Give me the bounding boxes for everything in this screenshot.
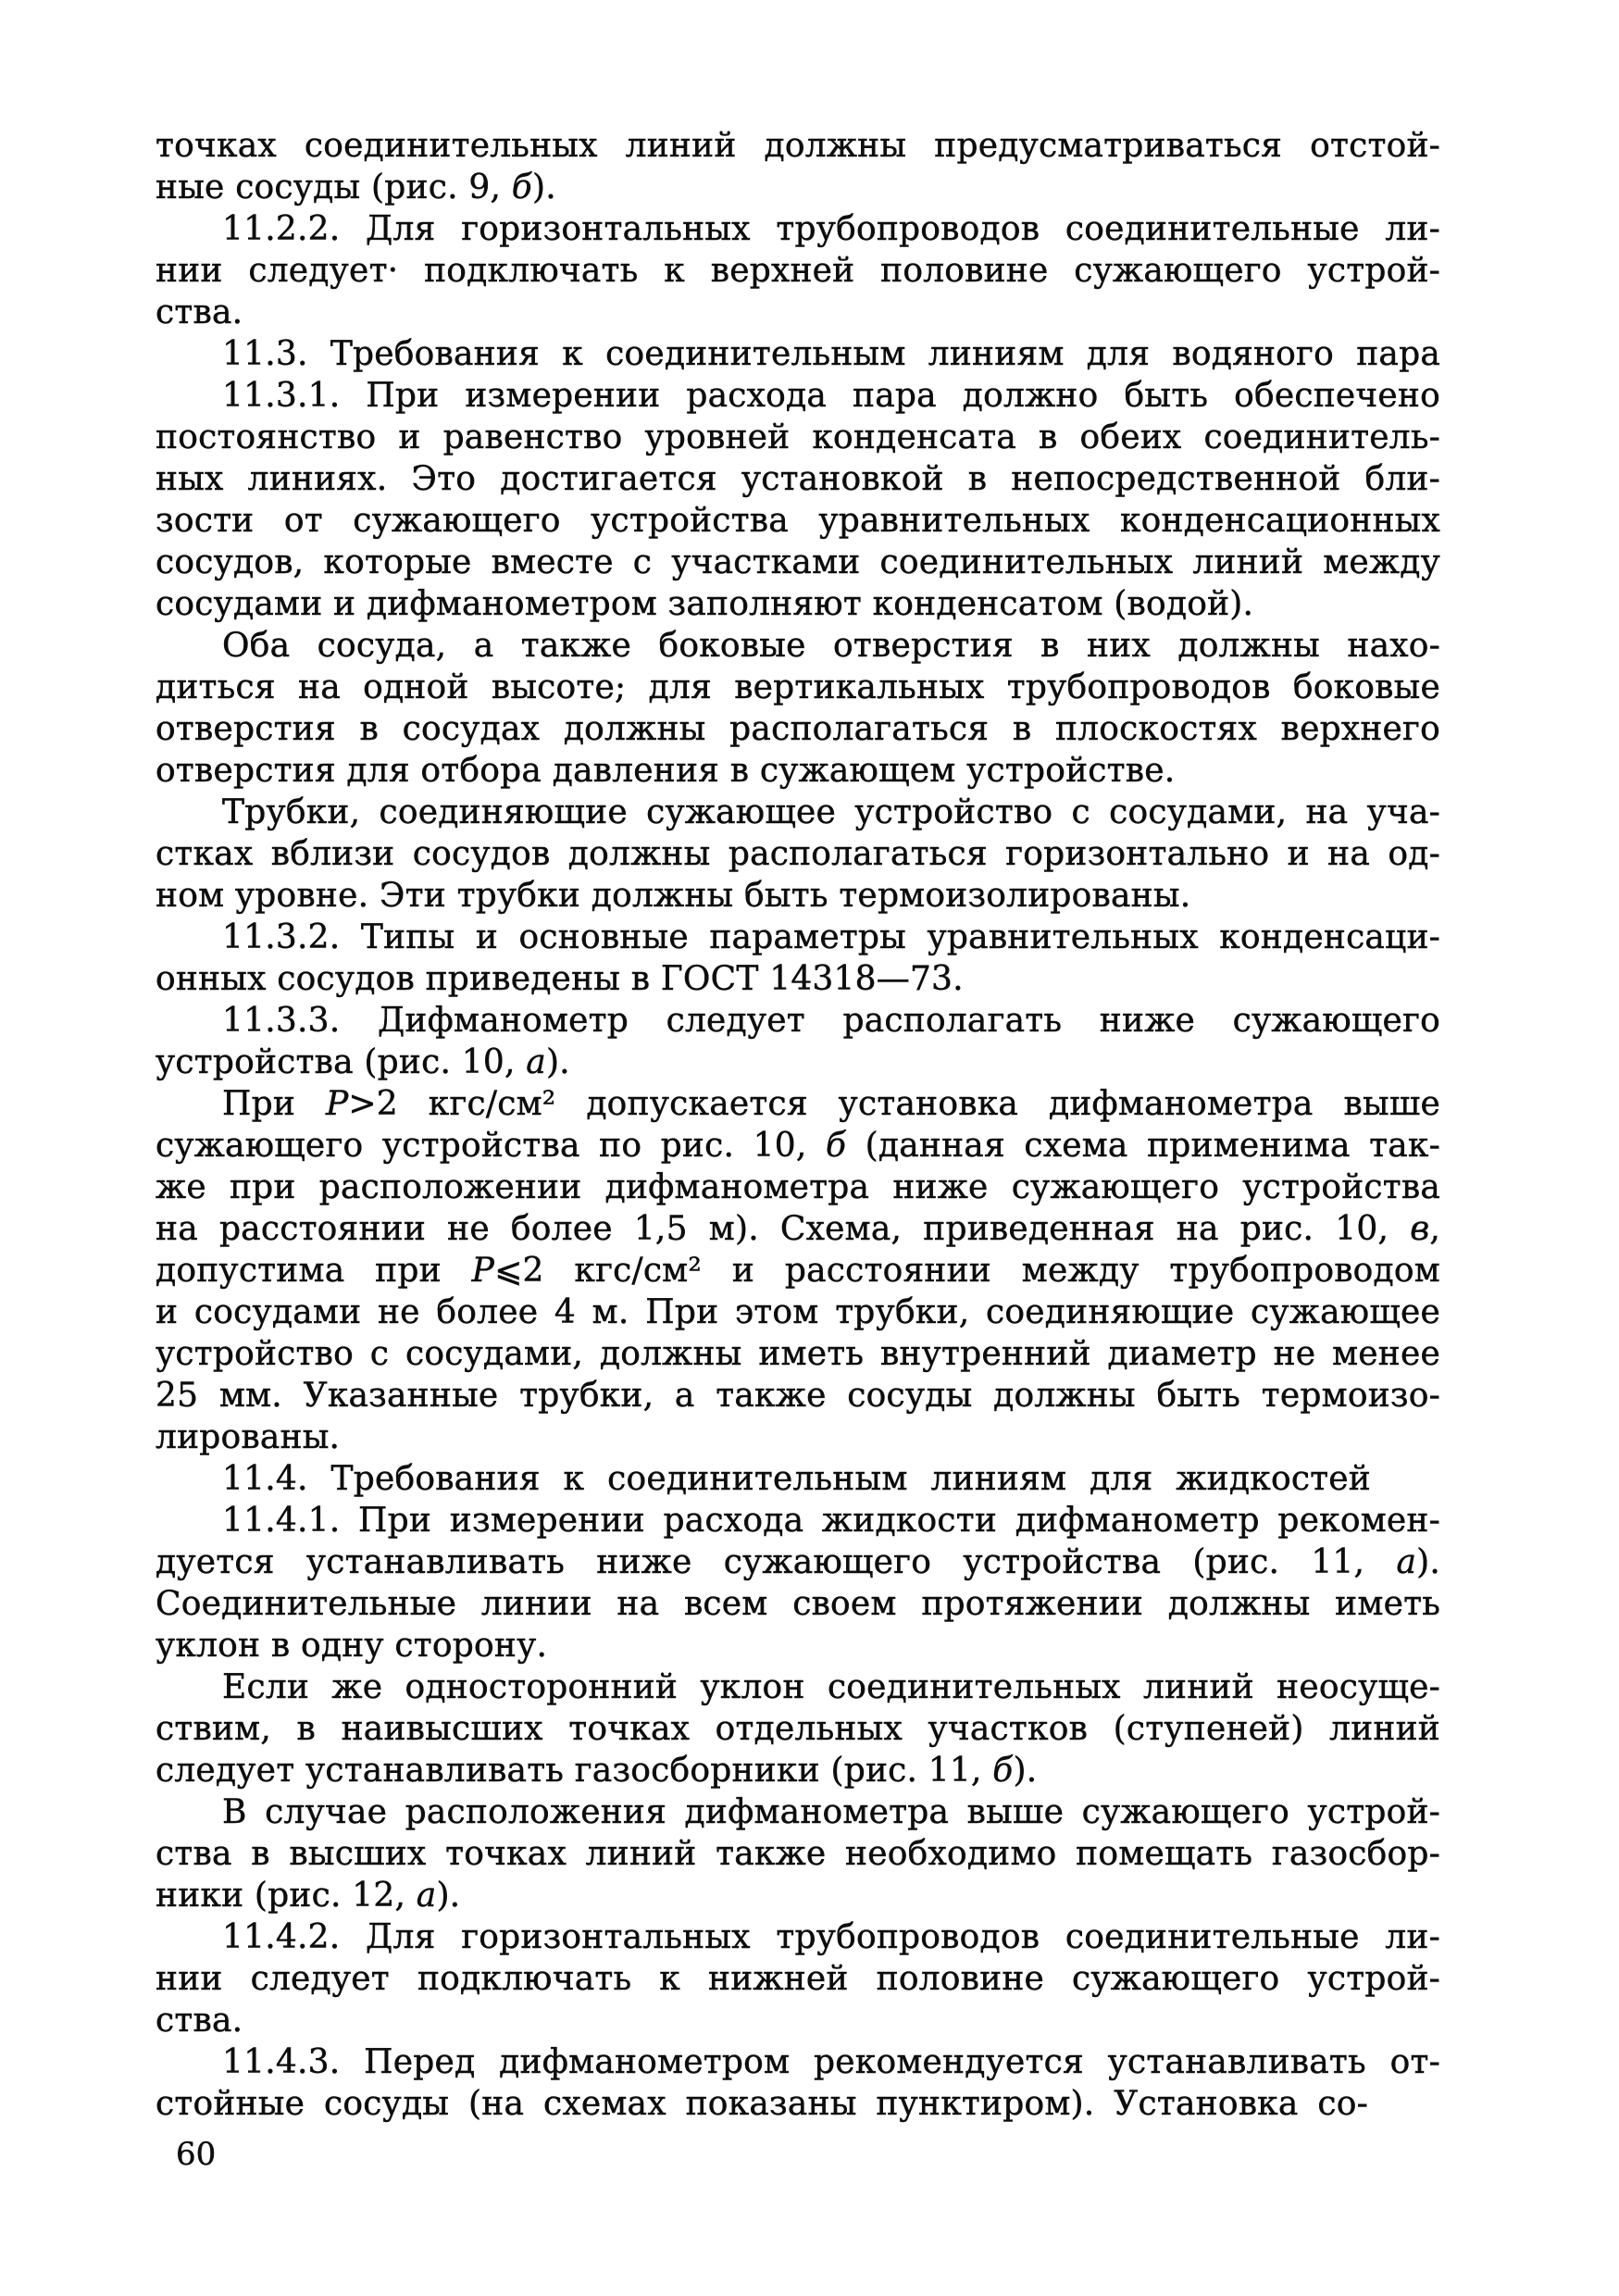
page-number: 60 <box>176 2136 217 2173</box>
text-line: 11.3.2. Типы и основные параметры уравнительных конденсаци- <box>222 918 1440 956</box>
text-line: ства в высших точках линий также необходимо помещать газосбор- <box>156 1835 1440 1873</box>
text-line: ники (рис. 12, а). <box>156 1877 461 1915</box>
text-line: 11.3.3. Дифманометр следует располагать ниже сужающего <box>222 1002 1440 1040</box>
text-line: на расстоянии не более 1,5 м). Схема, приведенная на рис. 10, в, <box>156 1210 1440 1248</box>
text-line: устройство с сосудами, должны иметь внутренний диаметр не менее <box>156 1335 1440 1373</box>
text-line: 11.3.1. При измерении расхода пара должно быть обеспечено <box>222 377 1440 415</box>
text-line: ства. <box>156 2002 243 2040</box>
text-line: отверстия в сосудах должны располагаться в плоскостях верхнего <box>156 710 1440 748</box>
text-line: ствим, в наивысших точках отдельных участков (ступеней) линий <box>156 1710 1440 1748</box>
text-line: отверстия для отбора давления в сужающем устройстве. <box>156 752 1176 790</box>
text-column <box>156 125 1440 2125</box>
text-line: Трубки, соединяющие сужающее устройство с сосудами, на уча- <box>222 793 1440 831</box>
text-line: постоянство и равенство уровней конденсата в обеих соединитель- <box>156 418 1440 456</box>
text-line: нии следует подключать к нижней половине сужающего устрой- <box>156 1960 1440 1998</box>
text-line: нии следует· подключать к верхней половине сужающего устрой- <box>156 252 1440 290</box>
text-line: Оба сосуда, а также боковые отверстия в них должны нахо- <box>222 627 1440 665</box>
text-line: дуется устанавливать ниже сужающего устройства (рис. 11, а). <box>156 1543 1440 1581</box>
text-line: 25 мм. Указанные трубки, а также сосуды должны быть термоизо- <box>156 1377 1440 1415</box>
text-line: стойные сосуды (на схемах показаны пунктиром). Установка со- <box>156 2085 1368 2123</box>
text-line: диться на одной высоте; для вертикальных трубопроводов боковые <box>156 668 1440 706</box>
text-line: устройства (рис. 10, а). <box>156 1043 570 1081</box>
text-line: и сосудами не более 4 м. При этом трубки, соединяющие сужающее <box>156 1293 1440 1331</box>
text-line: точках соединительных линий должны предусматриваться отстой- <box>156 127 1440 165</box>
text-line: сосудами и дифманометром заполняют конденсатом (водой). <box>156 585 1254 623</box>
text-line: ства. <box>156 293 243 331</box>
text-line: В случае расположения дифманометра выше сужающего устрой- <box>222 1793 1440 1831</box>
text-line: 11.4.1. При измерении расхода жидкости дифманометр рекомен- <box>222 1502 1440 1540</box>
text-line: сосудов, которые вместе с участками соединительных линий между <box>156 543 1440 581</box>
text-line: Если же односторонний уклон соединительных линий неосуще- <box>222 1668 1440 1706</box>
text-line: уклон в одну сторону. <box>156 1627 548 1665</box>
text-line: При Р>2 кгс/см² допускается установка дифманометра выше <box>222 1085 1440 1123</box>
text-line: стках вблизи сосудов должны располагаться горизонтально и на од- <box>156 835 1440 873</box>
text-line: следует устанавливать газосборники (рис. 11, б). <box>156 1752 1038 1790</box>
text-line: 11.2.2. Для горизонтальных трубопроводов соединительные ли- <box>222 210 1440 248</box>
text-line: онных сосудов приведены в ГОСТ 14318—73. <box>156 960 964 998</box>
text-line: ные сосуды (рис. 9, б). <box>156 168 556 206</box>
text-line: сужающего устройства по рис. 10, б (данная схема применима так- <box>156 1127 1440 1165</box>
text-line: допустима при Р⩽2 кгс/см² и расстоянии между трубопроводом <box>156 1252 1440 1290</box>
text-line: 11.4. Требования к соединительным линиям для жидкостей <box>222 1460 1371 1498</box>
text-line: зости от сужающего устройства уравнительных конденсационных <box>156 502 1440 540</box>
text-line: Соединительные линии на всем своем протяжении должны иметь <box>156 1585 1440 1623</box>
text-line: ном уровне. Эти трубки должны быть термоизолированы. <box>156 877 1191 915</box>
text-line: 11.4.2. Для горизонтальных трубопроводов соединительные ли- <box>222 1918 1440 1956</box>
text-line: же при расположении дифманометра ниже сужающего устройства <box>156 1168 1440 1206</box>
text-line: ных линиях. Это достигается установкой в непосредственной бли- <box>156 460 1440 498</box>
text-line: 11.3. Требования к соединительным линиям для водяного пара <box>222 335 1440 373</box>
text-line: лированы. <box>156 1418 341 1456</box>
text-line: 11.4.3. Перед дифманометром рекомендуется устанавливать от- <box>222 2043 1440 2081</box>
